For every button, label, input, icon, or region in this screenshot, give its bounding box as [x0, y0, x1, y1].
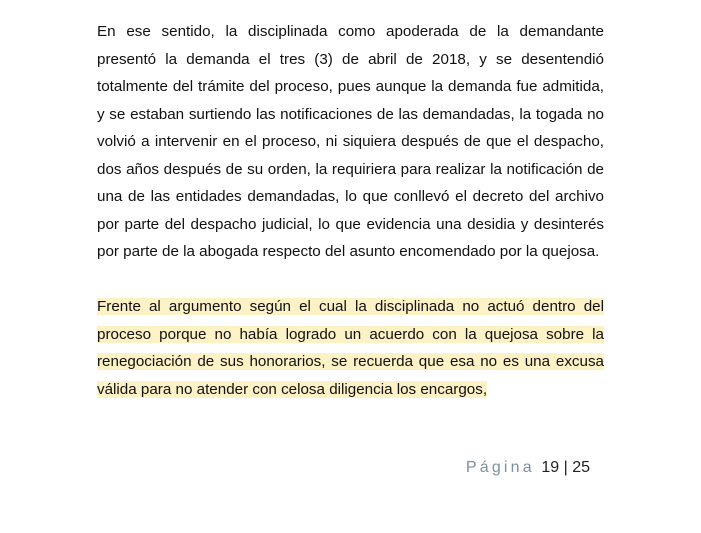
total-pages: 25 — [572, 459, 590, 476]
page-label: Página — [465, 459, 535, 476]
paragraph-2 — [97, 293, 604, 403]
document-body — [97, 18, 604, 403]
page-footer — [0, 456, 590, 480]
paragraph-1 — [97, 18, 604, 266]
highlighted-text: Frente al argumento según el cual la disciplinada no actuó dentro del proceso porque no había logrado un acuerdo con la quejosa sobre la renegociación de sus honorarios, se recuerda que esa no es una excusa válida para no atender con celosa diligencia los encargos, — [97, 298, 604, 398]
page-separator: | — [563, 459, 568, 476]
page-number: 19 — [541, 459, 560, 476]
paragraph-1-text: En ese sentido, la disciplinada como apoderada de la demandante presentó la demanda el tres (3) de abril de 2018, y se desentendió totalmente del trámite del proceso, pues aunque la demanda fue admitida, y se estaban surtiendo las notificaciones de las demandadas, la togada no volvió a intervenir en el proceso, ni siquiera después de que el despacho, dos años después de su orden, la requiriera para realizar la notificación de una de las entidades demandadas, lo que conllevó el decreto del archivo por parte del despacho judicial, lo que evidencia una desidia y desinterés por parte de la abogada respecto del asunto encomendado por la quejosa. — [97, 23, 604, 260]
